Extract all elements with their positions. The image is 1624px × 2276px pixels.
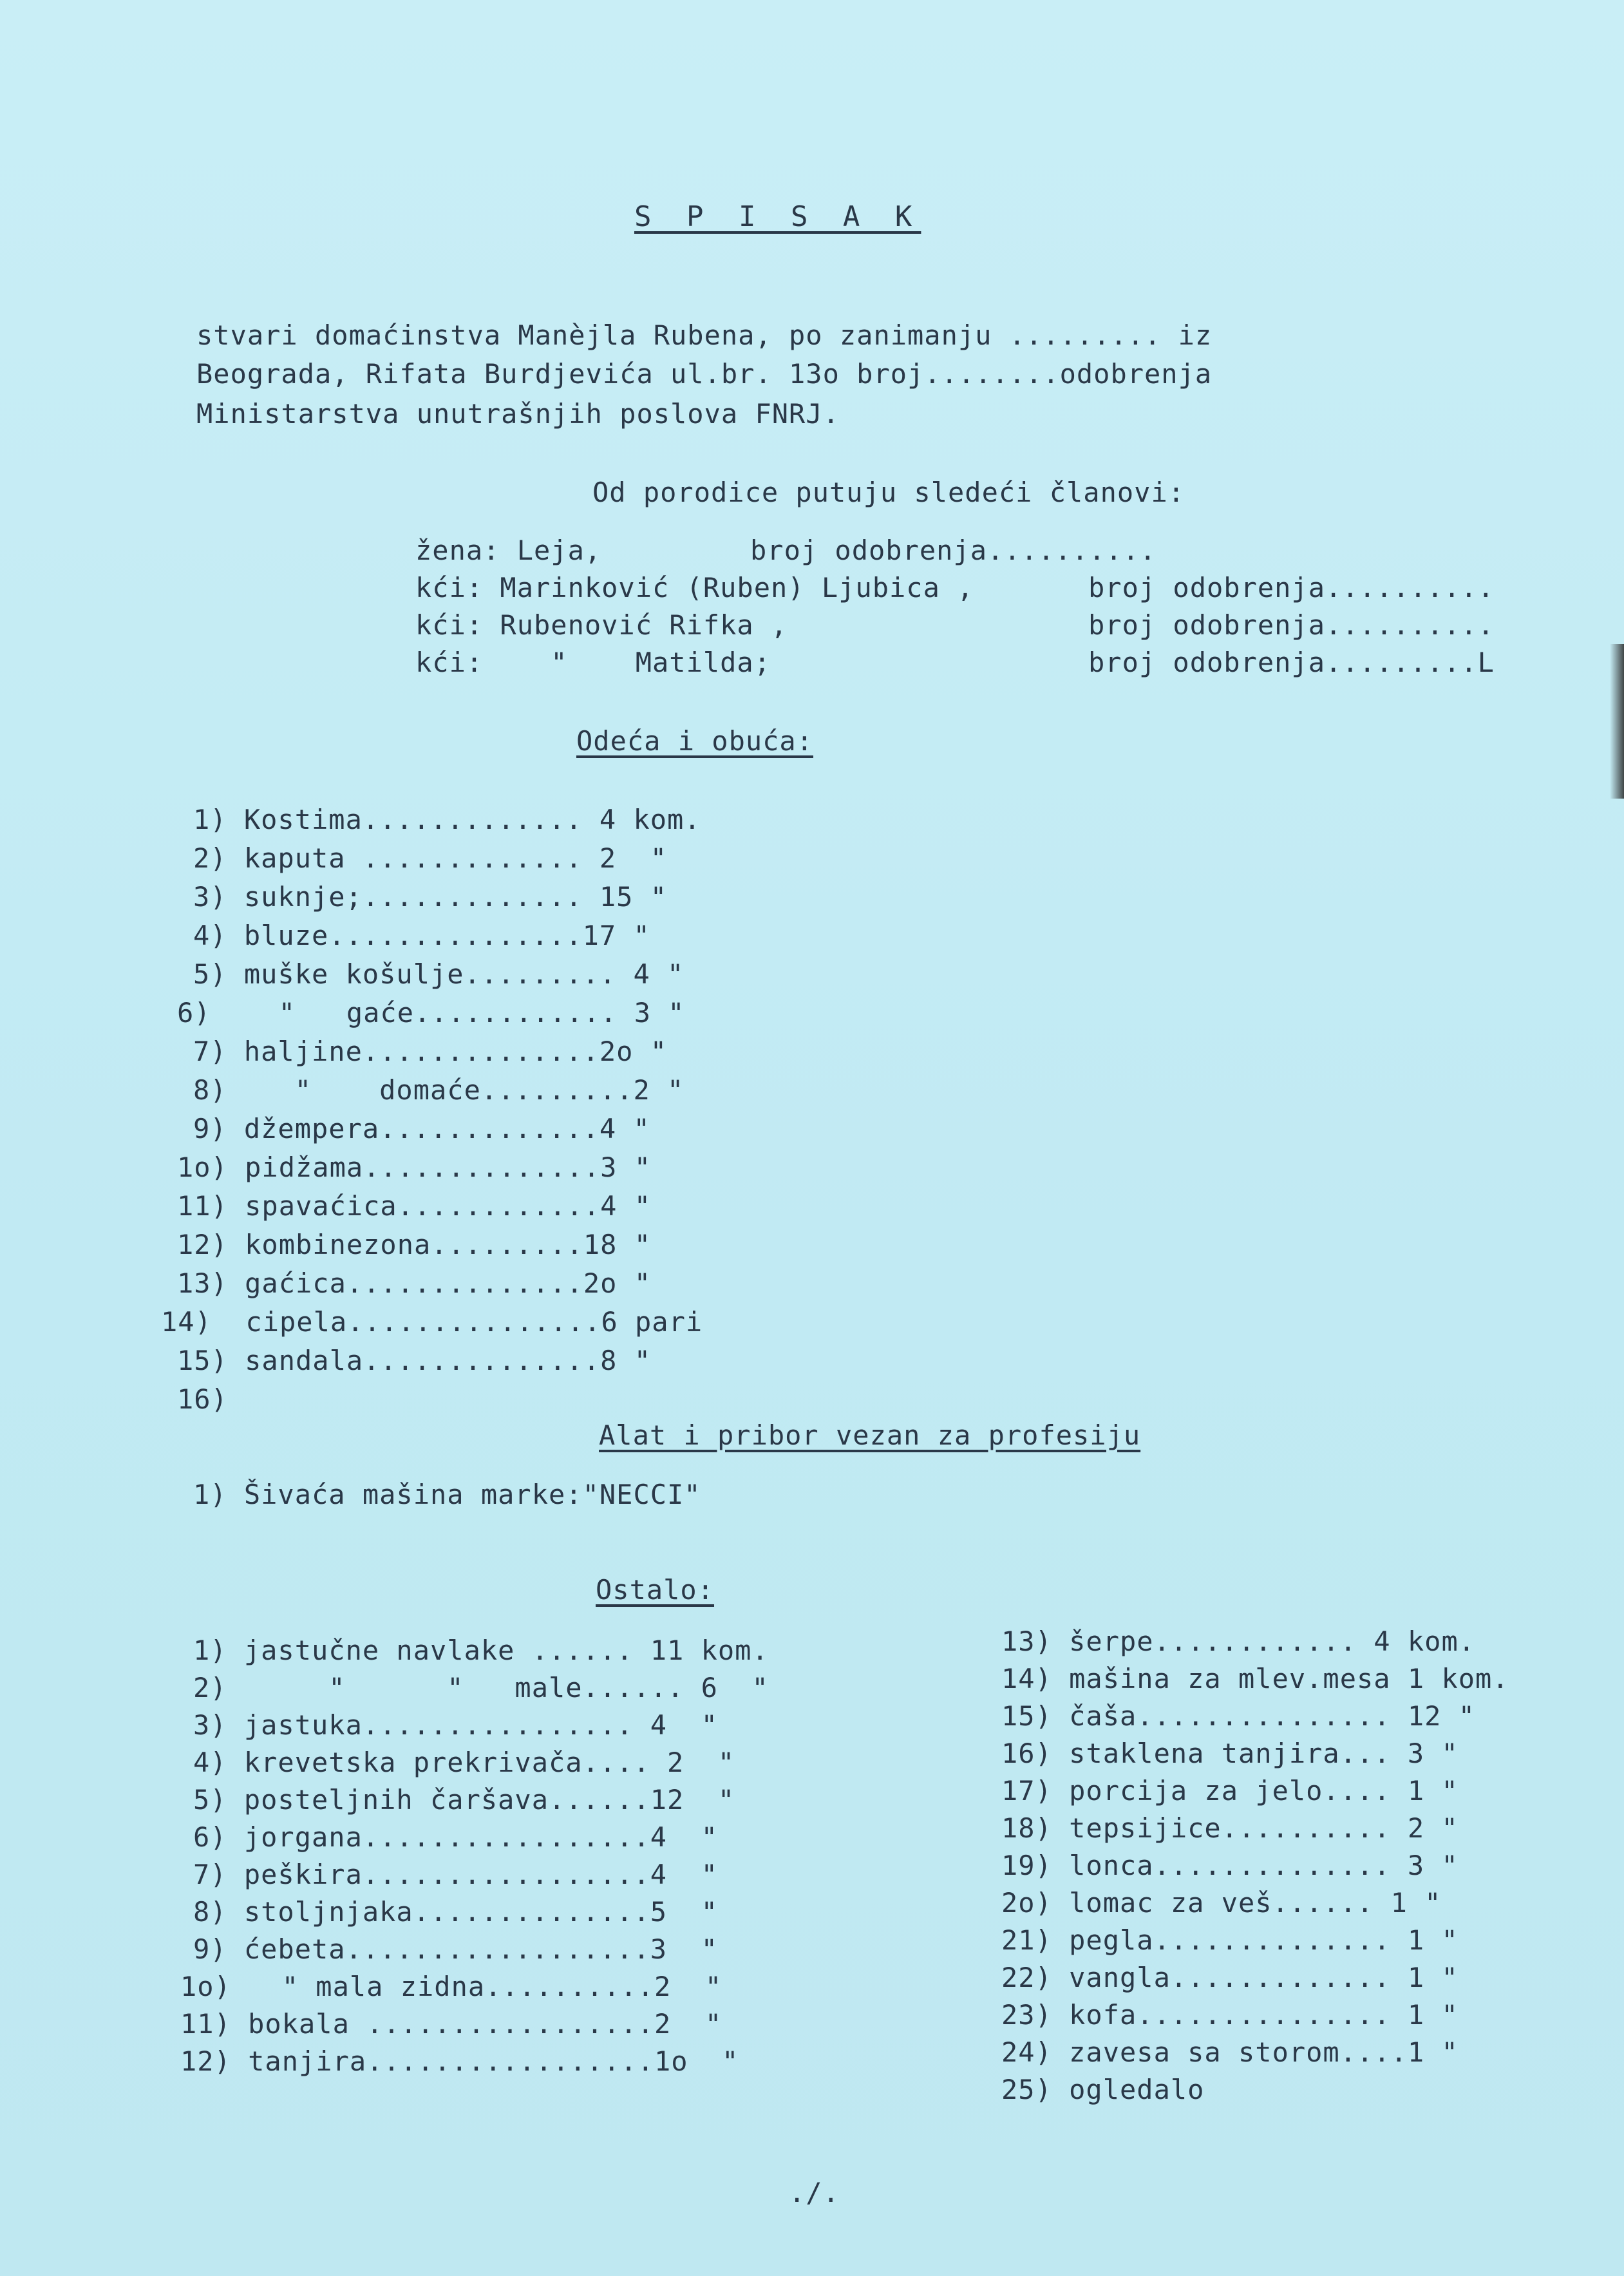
other-item: 5) posteljnih čaršava......12 ": [193, 1784, 735, 1816]
member-approval: broj odobrenja.........L: [1088, 647, 1495, 678]
tools-item: 1) Šivaća mašina marke:"NECCI": [193, 1479, 701, 1510]
other-item: 2) " " male...... 6 ": [193, 1672, 769, 1703]
other-item: 9) ćebeta..................3 ": [193, 1933, 718, 1965]
other-item: 6) jorgana.................4 ": [193, 1821, 718, 1853]
member-approval: broj odobrenja..........: [1088, 572, 1495, 603]
member-name: žena: Leja,: [415, 535, 602, 566]
other-item: 1o) " mala zidna..........2 ": [180, 1971, 722, 2002]
other-item: 1) jastučne navlake ...... 11 kom.: [193, 1635, 769, 1666]
other-item: 18) tepsijice.......... 2 ": [1001, 1812, 1459, 1844]
other-item: 23) kofa............... 1 ": [1001, 1999, 1459, 2031]
intro-line-3: Ministarstva unutrašnjih poslova FNRJ.: [196, 398, 840, 430]
clothing-item: 11) spavaćica............4 ": [177, 1190, 652, 1222]
other-item: 19) lonca.............. 3 ": [1001, 1850, 1459, 1881]
other-item: 8) stoljnjaka..............5 ": [193, 1896, 718, 1928]
clothing-item: 9) džempera.............4 ": [193, 1113, 650, 1144]
other-item: 24) zavesa sa storom....1 ": [1001, 2036, 1459, 2068]
other-item: 13) šerpe............ 4 kom.: [1001, 1626, 1476, 1657]
member-name: kći: Rubenović Rifka ,: [415, 609, 788, 641]
clothing-item: 1o) pidžama..............3 ": [177, 1152, 652, 1183]
clothing-item: 3) suknje;............. 15 ": [193, 881, 668, 913]
clothing-item: 13) gaćica..............2o ": [177, 1267, 652, 1299]
other-item: 7) peškira.................4 ": [193, 1859, 718, 1890]
page-edge-shadow: [1610, 644, 1624, 799]
other-item: 2o) lomac za veš...... 1 ": [1001, 1887, 1442, 1919]
member-name: kći: " Matilda;: [415, 647, 771, 678]
intro-line-1: stvari domaćinstva Manèjla Rubena, po zanimanju ......... iz: [196, 319, 1213, 351]
clothing-item: 2) kaputa ............. 2 ": [193, 842, 668, 874]
family-heading: Od porodice putuju sledeći članovi:: [592, 477, 1185, 508]
other-item: 16) staklena tanjira... 3 ": [1001, 1738, 1459, 1769]
clothing-item: 14) cipela...............6 pari: [161, 1306, 703, 1338]
clothing-item: 16): [177, 1383, 228, 1415]
clothing-item: 4) bluze...............17 ": [193, 920, 650, 951]
clothing-item: 12) kombinezona.........18 ": [177, 1229, 652, 1260]
document-title: S P I S A K: [634, 200, 921, 233]
other-item: 22) vangla............. 1 ": [1001, 1962, 1459, 1993]
other-item: 11) bokala .................2 ": [180, 2008, 722, 2040]
clothing-item: 8) " domaće.........2 ": [193, 1074, 685, 1106]
page-continuation-mark: ./.: [789, 2177, 840, 2208]
other-item: 15) čaša............... 12 ": [1001, 1700, 1476, 1732]
clothing-item: 7) haljine..............2o ": [193, 1036, 668, 1067]
other-item: 21) pegla.............. 1 ": [1001, 1924, 1459, 1956]
other-heading: Ostalo:: [596, 1574, 715, 1606]
other-item: 17) porcija za jelo.... 1 ": [1001, 1775, 1459, 1807]
other-item: 4) krevetska prekrivača.... 2 ": [193, 1747, 735, 1778]
tools-heading: Alat i pribor vezan za profesiju: [599, 1419, 1141, 1451]
other-item: 12) tanjira.................1o ": [180, 2045, 739, 2077]
member-name: kći: Marinković (Ruben) Ljubica ,: [415, 572, 974, 603]
other-item: 14) mašina za mlev.mesa 1 kom.: [1001, 1663, 1509, 1694]
clothing-item: 1) Kostima............. 4 kom.: [193, 804, 701, 835]
clothing-item: 6) " gaće............ 3 ": [177, 997, 685, 1029]
member-approval: broj odobrenja..........: [1088, 609, 1495, 641]
clothing-item: 15) sandala..............8 ": [177, 1345, 652, 1376]
intro-line-2: Beograda, Rifata Burdjevića ul.br. 13o broj........odobrenja: [196, 358, 1213, 390]
other-item: 3) jastuka................ 4 ": [193, 1709, 718, 1741]
member-approval: broj odobrenja..........: [750, 535, 1157, 566]
clothing-heading: Odeća i obuća:: [576, 725, 814, 757]
clothing-item: 5) muške košulje......... 4 ": [193, 958, 685, 990]
other-item: 25) ogledalo: [1001, 2074, 1205, 2105]
